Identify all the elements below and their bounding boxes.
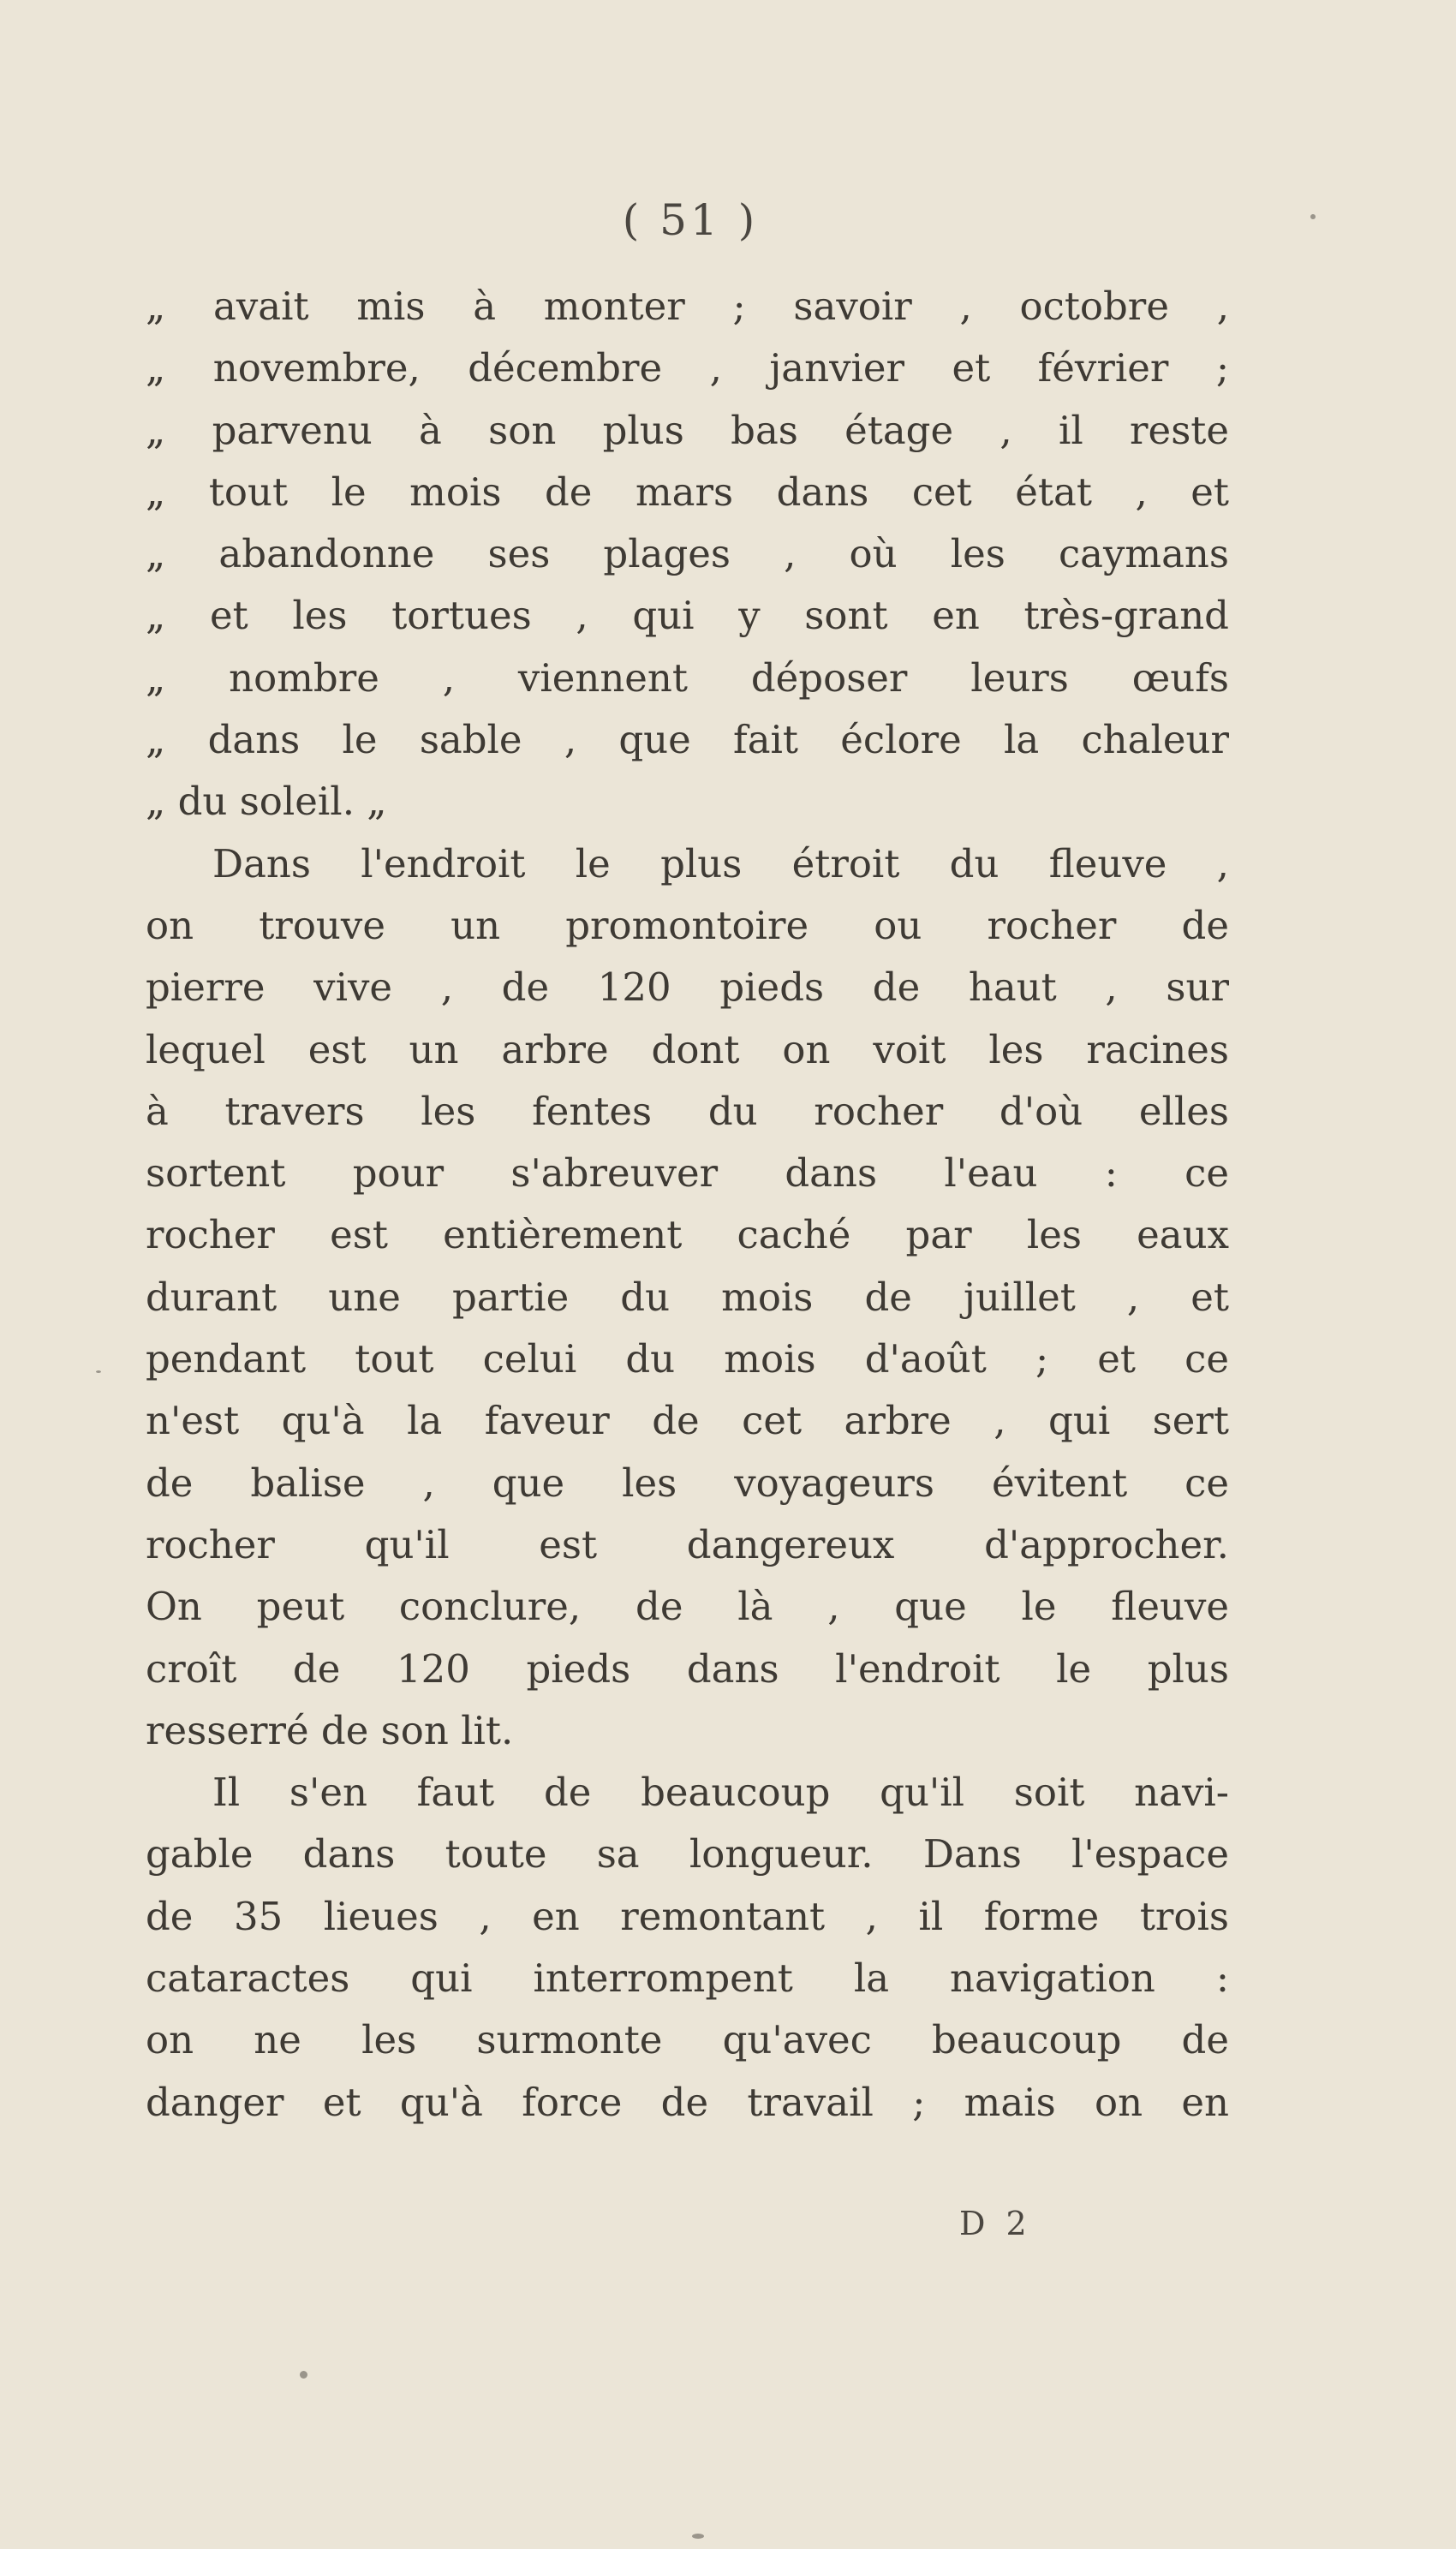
text-line: „ dans le sable , que fait éclore la chaleur <box>146 717 1229 763</box>
ink-speck <box>300 2371 307 2379</box>
text-line: On peut conclure, de là , que le fleuve <box>146 1584 1229 1630</box>
text-line: „ du soleil. „ <box>146 779 387 825</box>
page-number: ( 51 ) <box>622 195 759 245</box>
text-line: lequel est un arbre dont on voit les racines <box>146 1026 1229 1072</box>
text-line: rocher est entièrement caché par les eaux <box>146 1212 1229 1258</box>
ink-speck <box>96 1370 101 1373</box>
text-line: n'est qu'à la faveur de cet arbre , qui sert <box>146 1398 1229 1444</box>
text-line: „ novembre, décembre , janvier et février ; <box>146 345 1229 391</box>
ink-speck <box>692 2534 704 2539</box>
text-line: danger et qu'à force de travail ; mais on en <box>146 2079 1229 2125</box>
text-line: „ et les tortues , qui y sont en très-grand <box>146 593 1229 639</box>
text-line: „ tout le mois de mars dans cet état , et <box>146 469 1229 515</box>
paragraph-start: Dans l'endroit le plus étroit du fleuve , <box>212 840 1229 886</box>
text-line: à travers les fentes du rocher d'où elles <box>146 1088 1229 1134</box>
text-line: cataractes qui interrompent la navigation : <box>146 1955 1229 2002</box>
text-line: „ nombre , viennent déposer leurs œufs <box>146 654 1229 701</box>
text-line: „ avait mis à monter ; savoir , octobre , <box>146 284 1229 329</box>
body-text <box>146 276 1229 2134</box>
text-line: durant une partie du mois de juillet , et <box>146 1274 1229 1320</box>
paragraph-start: Il s'en faut de beaucoup qu'il soit navi- <box>212 1770 1229 1816</box>
text-line: „ parvenu à son plus bas étage , il reste <box>146 407 1229 453</box>
signature-mark: D 2 <box>959 2205 1032 2242</box>
text-line: croît de 120 pieds dans l'endroit le plus <box>146 1645 1229 1692</box>
text-line: pierre vive , de 120 pieds de haut , sur <box>146 964 1229 1011</box>
ink-speck <box>1310 214 1316 219</box>
text-line: sortent pour s'abreuver dans l'eau : ce <box>146 1150 1229 1197</box>
text-line: on ne les surmonte qu'avec beaucoup de <box>146 2017 1229 2063</box>
text-line: pendant tout celui du mois d'août ; et ce <box>146 1336 1229 1382</box>
text-line: resserré de son lit. <box>146 1707 514 1753</box>
text-line: de 35 lieues , en remontant , il forme trois <box>146 1893 1229 1939</box>
text-line: de balise , que les voyageurs évitent ce <box>146 1460 1229 1506</box>
text-line: on trouve un promontoire ou rocher de <box>146 902 1229 948</box>
text-line: „ abandonne ses plages , où les caymans <box>146 531 1229 577</box>
text-line: gable dans toute sa longueur. Dans l'espace <box>146 1831 1229 1877</box>
text-line: rocher qu'il est dangereux d'approcher. <box>146 1521 1229 1567</box>
